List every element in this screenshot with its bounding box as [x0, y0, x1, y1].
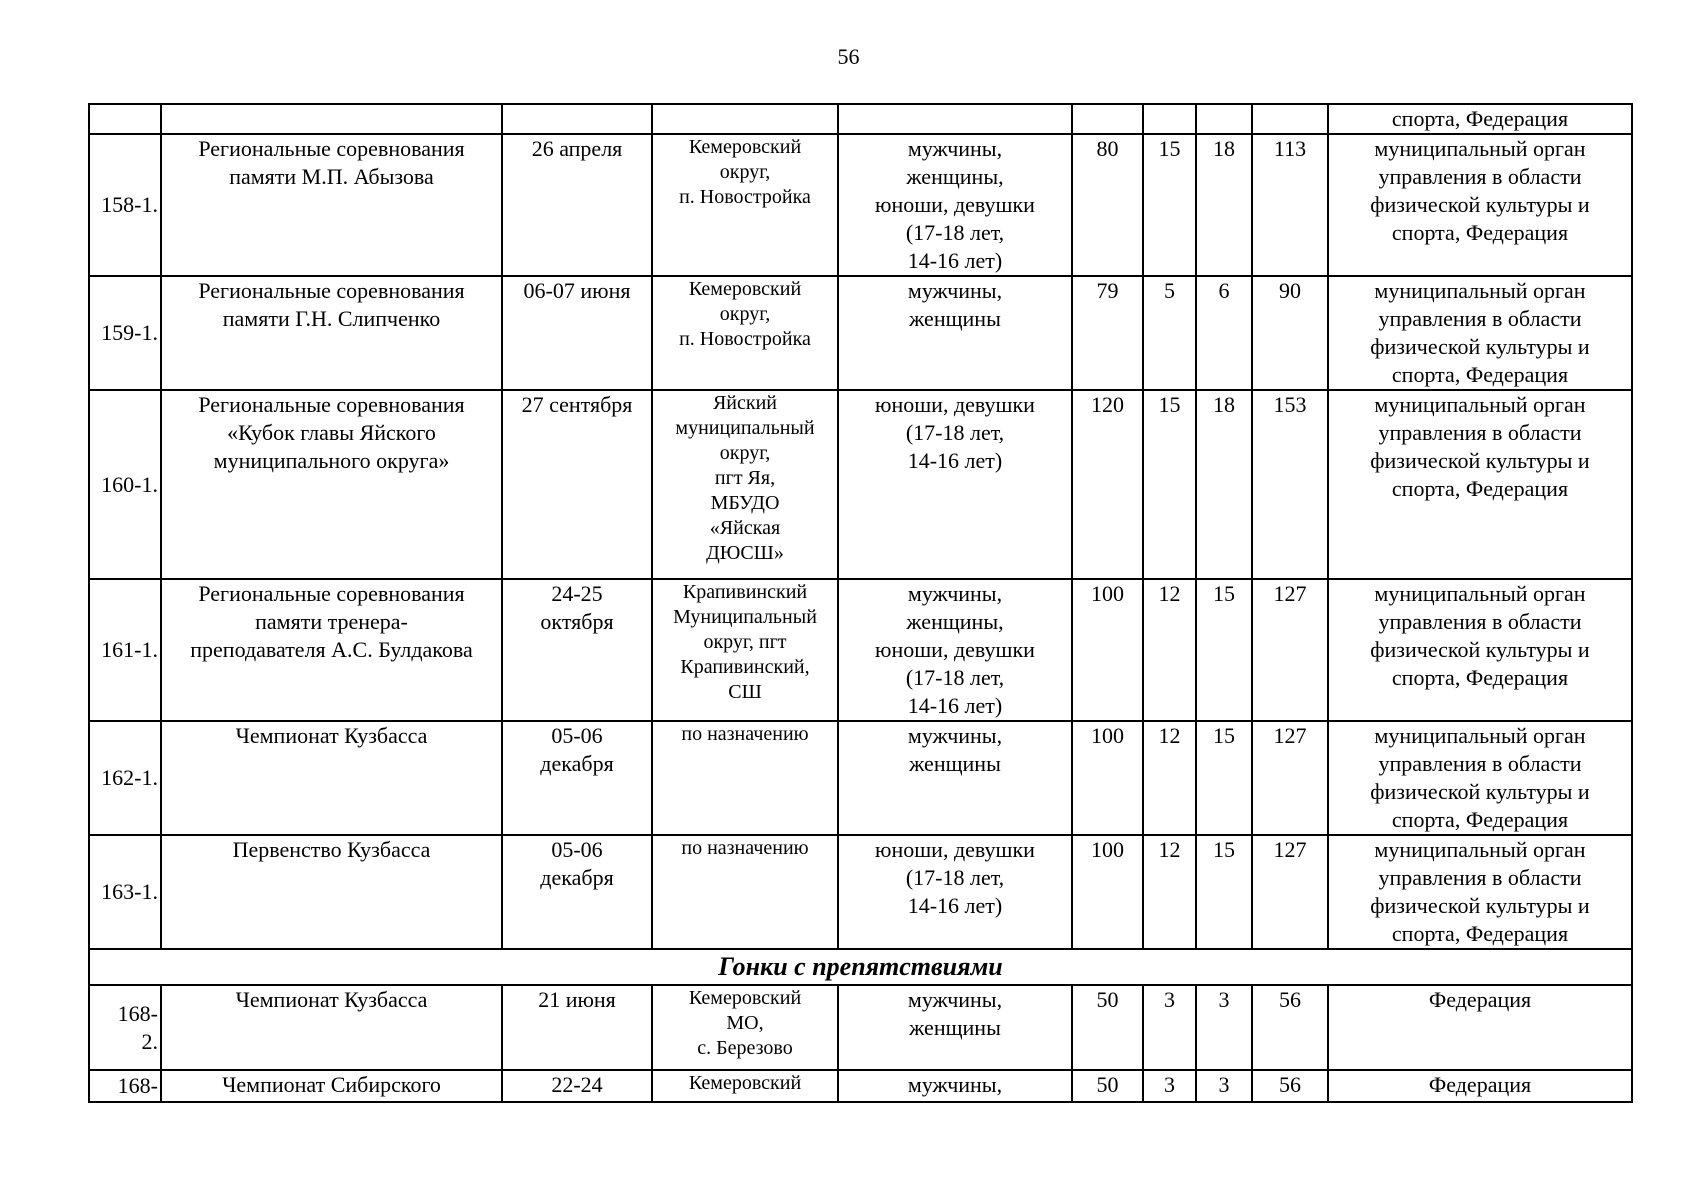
total-count-cell: [1252, 721, 1328, 835]
row-number-cell-text: 160-1.: [101, 471, 158, 497]
athletes-count-cell: [1072, 276, 1143, 390]
judges-count-cell-text: 18: [1213, 392, 1235, 417]
total-count-cell-text: 113: [1273, 136, 1307, 161]
organizer-cell-text: Федерация: [1428, 1072, 1532, 1097]
table-row: [89, 1070, 1632, 1102]
participants-cell: [838, 390, 1072, 579]
coaches-count-cell: [1143, 1070, 1196, 1102]
table-row: [89, 134, 1632, 276]
row-number-cell: [89, 835, 161, 949]
date-cell-text: 06-07 июня: [523, 278, 631, 303]
participants-cell-text: юноши, девушки (17-18 лет, 14-16 лет): [875, 392, 1035, 473]
row-number-cell: [89, 276, 161, 390]
row-number-cell-text: 162-1.: [101, 765, 158, 790]
total-count-cell: [1252, 985, 1328, 1070]
judges-count-cell-text: 18: [1213, 136, 1235, 161]
total-count-cell-text: 153: [1273, 392, 1307, 417]
event-name-cell-text: Чемпионат Кузбасса: [235, 723, 428, 748]
organizer-cell: [1328, 1070, 1632, 1102]
event-name-cell-text: Региональные соревнования памяти М.П. Абызова: [198, 136, 465, 189]
venue-cell: [652, 390, 838, 579]
date-cell: [502, 1070, 652, 1102]
date-cell-text: 22-24: [551, 1072, 603, 1097]
participants-cell: [838, 579, 1072, 721]
coaches-count-cell-text: 12: [1158, 581, 1181, 606]
judges-count-cell: [1196, 579, 1252, 721]
coaches-count-cell-text: 12: [1158, 837, 1181, 862]
athletes-count-cell-text: 120: [1091, 392, 1124, 417]
judges-count-cell: [1196, 835, 1252, 949]
row-number-cell: [89, 579, 161, 721]
organizer-cell-text: спорта, Федерация: [1391, 106, 1569, 131]
participants-cell: [838, 1070, 1072, 1102]
organizer-cell-text: муниципальный орган управления в области физической культуры и спорта, Федерация: [1370, 136, 1590, 245]
table-row: [89, 579, 1632, 721]
event-name-cell: [161, 276, 502, 390]
athletes-count-cell-text: 80: [1096, 136, 1119, 161]
venue-cell: [652, 104, 838, 134]
organizer-cell: [1328, 985, 1632, 1070]
venue-cell: [652, 579, 838, 721]
participants-cell-text: мужчины, женщины, юноши, девушки (17-18 лет, 14-16 лет): [875, 136, 1035, 273]
date-cell: [502, 721, 652, 835]
row-number-cell: [89, 721, 161, 835]
judges-count-cell: [1196, 985, 1252, 1070]
row-number-cell-text: 161-1.: [101, 637, 158, 662]
athletes-count-cell: [1072, 390, 1143, 579]
judges-count-cell-text: 3: [1218, 1072, 1230, 1097]
coaches-count-cell: [1143, 134, 1196, 276]
row-number-cell-text: 163-1.: [101, 879, 158, 904]
event-name-cell: [161, 390, 502, 579]
participants-cell: [838, 276, 1072, 390]
page-number: 56: [837, 44, 860, 69]
organizer-cell-text: муниципальный орган управления в области физической культуры и спорта, Федерация: [1370, 581, 1590, 690]
table-body-after: [89, 985, 1632, 1102]
event-name-cell-text: Региональные соревнования «Кубок главы Яйского муниципального округа»: [198, 392, 465, 473]
event-name-cell: [161, 721, 502, 835]
organizer-cell-text: Федерация: [1428, 987, 1532, 1012]
total-count-cell-text: 127: [1273, 837, 1307, 862]
coaches-count-cell: [1143, 276, 1196, 390]
table-row: [89, 985, 1632, 1070]
coaches-count-cell: [1143, 985, 1196, 1070]
date-cell-text: 05-06 декабря: [540, 723, 614, 776]
venue-cell-text: Кемеровский округ, п. Новостройка: [679, 278, 811, 350]
total-count-cell: [1252, 835, 1328, 949]
row-number-cell: [89, 390, 161, 579]
date-cell: [502, 835, 652, 949]
row-number-cell: [89, 1070, 161, 1102]
total-count-cell-text: 90: [1279, 278, 1301, 303]
athletes-count-cell: [1072, 579, 1143, 721]
organizer-cell: [1328, 104, 1632, 134]
judges-count-cell-text: 15: [1213, 723, 1235, 748]
event-name-cell: [161, 104, 502, 134]
participants-cell: [838, 134, 1072, 276]
coaches-count-cell: [1143, 104, 1196, 134]
venue-cell-text: Кемеровский округ, п. Новостройка: [679, 136, 811, 208]
coaches-count-cell-text: 3: [1164, 987, 1175, 1012]
coaches-count-cell-text: 15: [1158, 136, 1181, 161]
row-number-cell: [89, 134, 161, 276]
coaches-count-cell-text: 12: [1158, 723, 1181, 748]
judges-count-cell: [1196, 276, 1252, 390]
date-cell-text: 27 сентября: [521, 392, 633, 417]
venue-cell: [652, 721, 838, 835]
athletes-count-cell: [1072, 835, 1143, 949]
judges-count-cell-text: 3: [1218, 987, 1230, 1012]
row-number-cell-text: 159-1.: [101, 320, 158, 345]
athletes-count-cell-text: 100: [1091, 723, 1124, 748]
date-cell-text: 21 июня: [538, 987, 616, 1012]
row-number-cell-text: 168-: [117, 1073, 158, 1098]
coaches-count-cell-text: 5: [1164, 278, 1175, 303]
total-count-cell: [1252, 276, 1328, 390]
event-name-cell: [161, 1070, 502, 1102]
judges-count-cell: [1196, 1070, 1252, 1102]
date-cell: [502, 579, 652, 721]
athletes-count-cell-text: 100: [1091, 837, 1124, 862]
athletes-count-cell: [1072, 1070, 1143, 1102]
venue-cell: [652, 276, 838, 390]
table-row: [89, 276, 1632, 390]
total-count-cell: [1252, 579, 1328, 721]
venue-cell: [652, 835, 838, 949]
event-name-cell-text: Чемпионат Сибирского: [222, 1072, 441, 1097]
events-table: [88, 103, 1633, 1103]
venue-cell: [652, 985, 838, 1070]
table-row: [89, 721, 1632, 835]
total-count-cell: [1252, 390, 1328, 579]
participants-cell: [838, 985, 1072, 1070]
athletes-count-cell: [1072, 985, 1143, 1070]
coaches-count-cell: [1143, 579, 1196, 721]
venue-cell-text: Яйский муниципальный округ, пгт Яя, МБУДО «Яйская ДЮСШ»: [675, 392, 815, 564]
total-count-cell: [1252, 104, 1328, 134]
judges-count-cell-text: 15: [1213, 581, 1235, 606]
organizer-cell-text: муниципальный орган управления в области физической культуры и спорта, Федерация: [1370, 837, 1590, 946]
judges-count-cell: [1196, 134, 1252, 276]
event-name-cell: [161, 835, 502, 949]
organizer-cell: [1328, 721, 1632, 835]
date-cell: [502, 134, 652, 276]
table-row: [89, 104, 1632, 134]
judges-count-cell-text: 6: [1218, 278, 1230, 303]
participants-cell: [838, 835, 1072, 949]
organizer-cell-text: муниципальный орган управления в области физической культуры и спорта, Федерация: [1370, 723, 1590, 832]
row-number-cell-text: 158-1.: [101, 192, 158, 217]
venue-cell-text: Кемеровский МО, с. Березово: [688, 987, 802, 1059]
venue-cell-text: Кемеровский: [688, 1072, 802, 1094]
venue-cell: [652, 1070, 838, 1102]
participants-cell-text: мужчины,: [907, 1072, 1003, 1097]
organizer-cell: [1328, 390, 1632, 579]
participants-cell-text: мужчины, женщины: [907, 723, 1003, 776]
date-cell-text: 05-06 декабря: [540, 837, 614, 890]
total-count-cell-text: 127: [1273, 723, 1307, 748]
judges-count-cell: [1196, 390, 1252, 579]
coaches-count-cell: [1143, 835, 1196, 949]
date-cell-text: 24-25 октября: [540, 581, 614, 634]
organizer-cell: [1328, 579, 1632, 721]
event-name-cell: [161, 134, 502, 276]
event-name-cell: [161, 579, 502, 721]
organizer-cell-text: муниципальный орган управления в области физической культуры и спорта, Федерация: [1370, 392, 1590, 501]
event-name-cell-text: Чемпионат Кузбасса: [235, 987, 428, 1012]
event-name-cell: [161, 985, 502, 1070]
venue-cell: [652, 134, 838, 276]
coaches-count-cell-text: 15: [1158, 392, 1181, 417]
organizer-cell: [1328, 134, 1632, 276]
total-count-cell: [1252, 1070, 1328, 1102]
athletes-count-cell-text: 50: [1096, 987, 1119, 1012]
date-cell: [502, 104, 652, 134]
participants-cell-text: мужчины, женщины: [907, 278, 1003, 331]
total-count-cell-text: 56: [1279, 1072, 1301, 1097]
event-name-cell-text: Первенство Кузбасса: [232, 837, 431, 862]
participants-cell: [838, 104, 1072, 134]
participants-cell: [838, 721, 1072, 835]
athletes-count-cell: [1072, 104, 1143, 134]
participants-cell-text: юноши, девушки (17-18 лет, 14-16 лет): [875, 837, 1035, 918]
table-body-before: [89, 104, 1632, 949]
judges-count-cell: [1196, 721, 1252, 835]
table-row: [89, 835, 1632, 949]
event-name-cell-text: Региональные соревнования памяти Г.Н. Слипченко: [198, 278, 465, 331]
total-count-cell-text: 56: [1279, 987, 1301, 1012]
venue-cell-text: по назначению: [681, 837, 809, 859]
total-count-cell: [1252, 134, 1328, 276]
judges-count-cell: [1196, 104, 1252, 134]
row-number-cell-text: 168- 2.: [117, 1000, 158, 1054]
date-cell: [502, 390, 652, 579]
athletes-count-cell-text: 50: [1096, 1072, 1119, 1097]
athletes-count-cell-text: 79: [1096, 278, 1119, 303]
coaches-count-cell: [1143, 390, 1196, 579]
venue-cell-text: по назначению: [681, 723, 809, 745]
row-number-cell: [89, 985, 161, 1070]
athletes-count-cell: [1072, 721, 1143, 835]
total-count-cell-text: 127: [1273, 581, 1307, 606]
athletes-count-cell: [1072, 134, 1143, 276]
date-cell-text: 26 апреля: [531, 136, 623, 161]
organizer-cell: [1328, 835, 1632, 949]
date-cell: [502, 276, 652, 390]
athletes-count-cell-text: 100: [1091, 581, 1124, 606]
venue-cell-text: Крапивинский Муниципальный округ, пгт Крапивинский, СШ: [673, 581, 817, 703]
judges-count-cell-text: 15: [1213, 837, 1235, 862]
section-title: Гонки с препятствиями: [89, 949, 1632, 985]
row-number-cell: [89, 104, 161, 134]
participants-cell-text: мужчины, женщины: [907, 987, 1003, 1040]
participants-cell-text: мужчины, женщины, юноши, девушки (17-18 лет, 14-16 лет): [875, 581, 1035, 718]
event-name-cell-text: Региональные соревнования памяти тренера- преподавателя А.С. Булдакова: [190, 581, 473, 662]
coaches-count-cell: [1143, 721, 1196, 835]
section-row: [89, 949, 1632, 985]
date-cell: [502, 985, 652, 1070]
organizer-cell-text: муниципальный орган управления в области физической культуры и спорта, Федерация: [1370, 278, 1590, 387]
table-row: [89, 390, 1632, 579]
organizer-cell: [1328, 276, 1632, 390]
coaches-count-cell-text: 3: [1164, 1072, 1175, 1097]
